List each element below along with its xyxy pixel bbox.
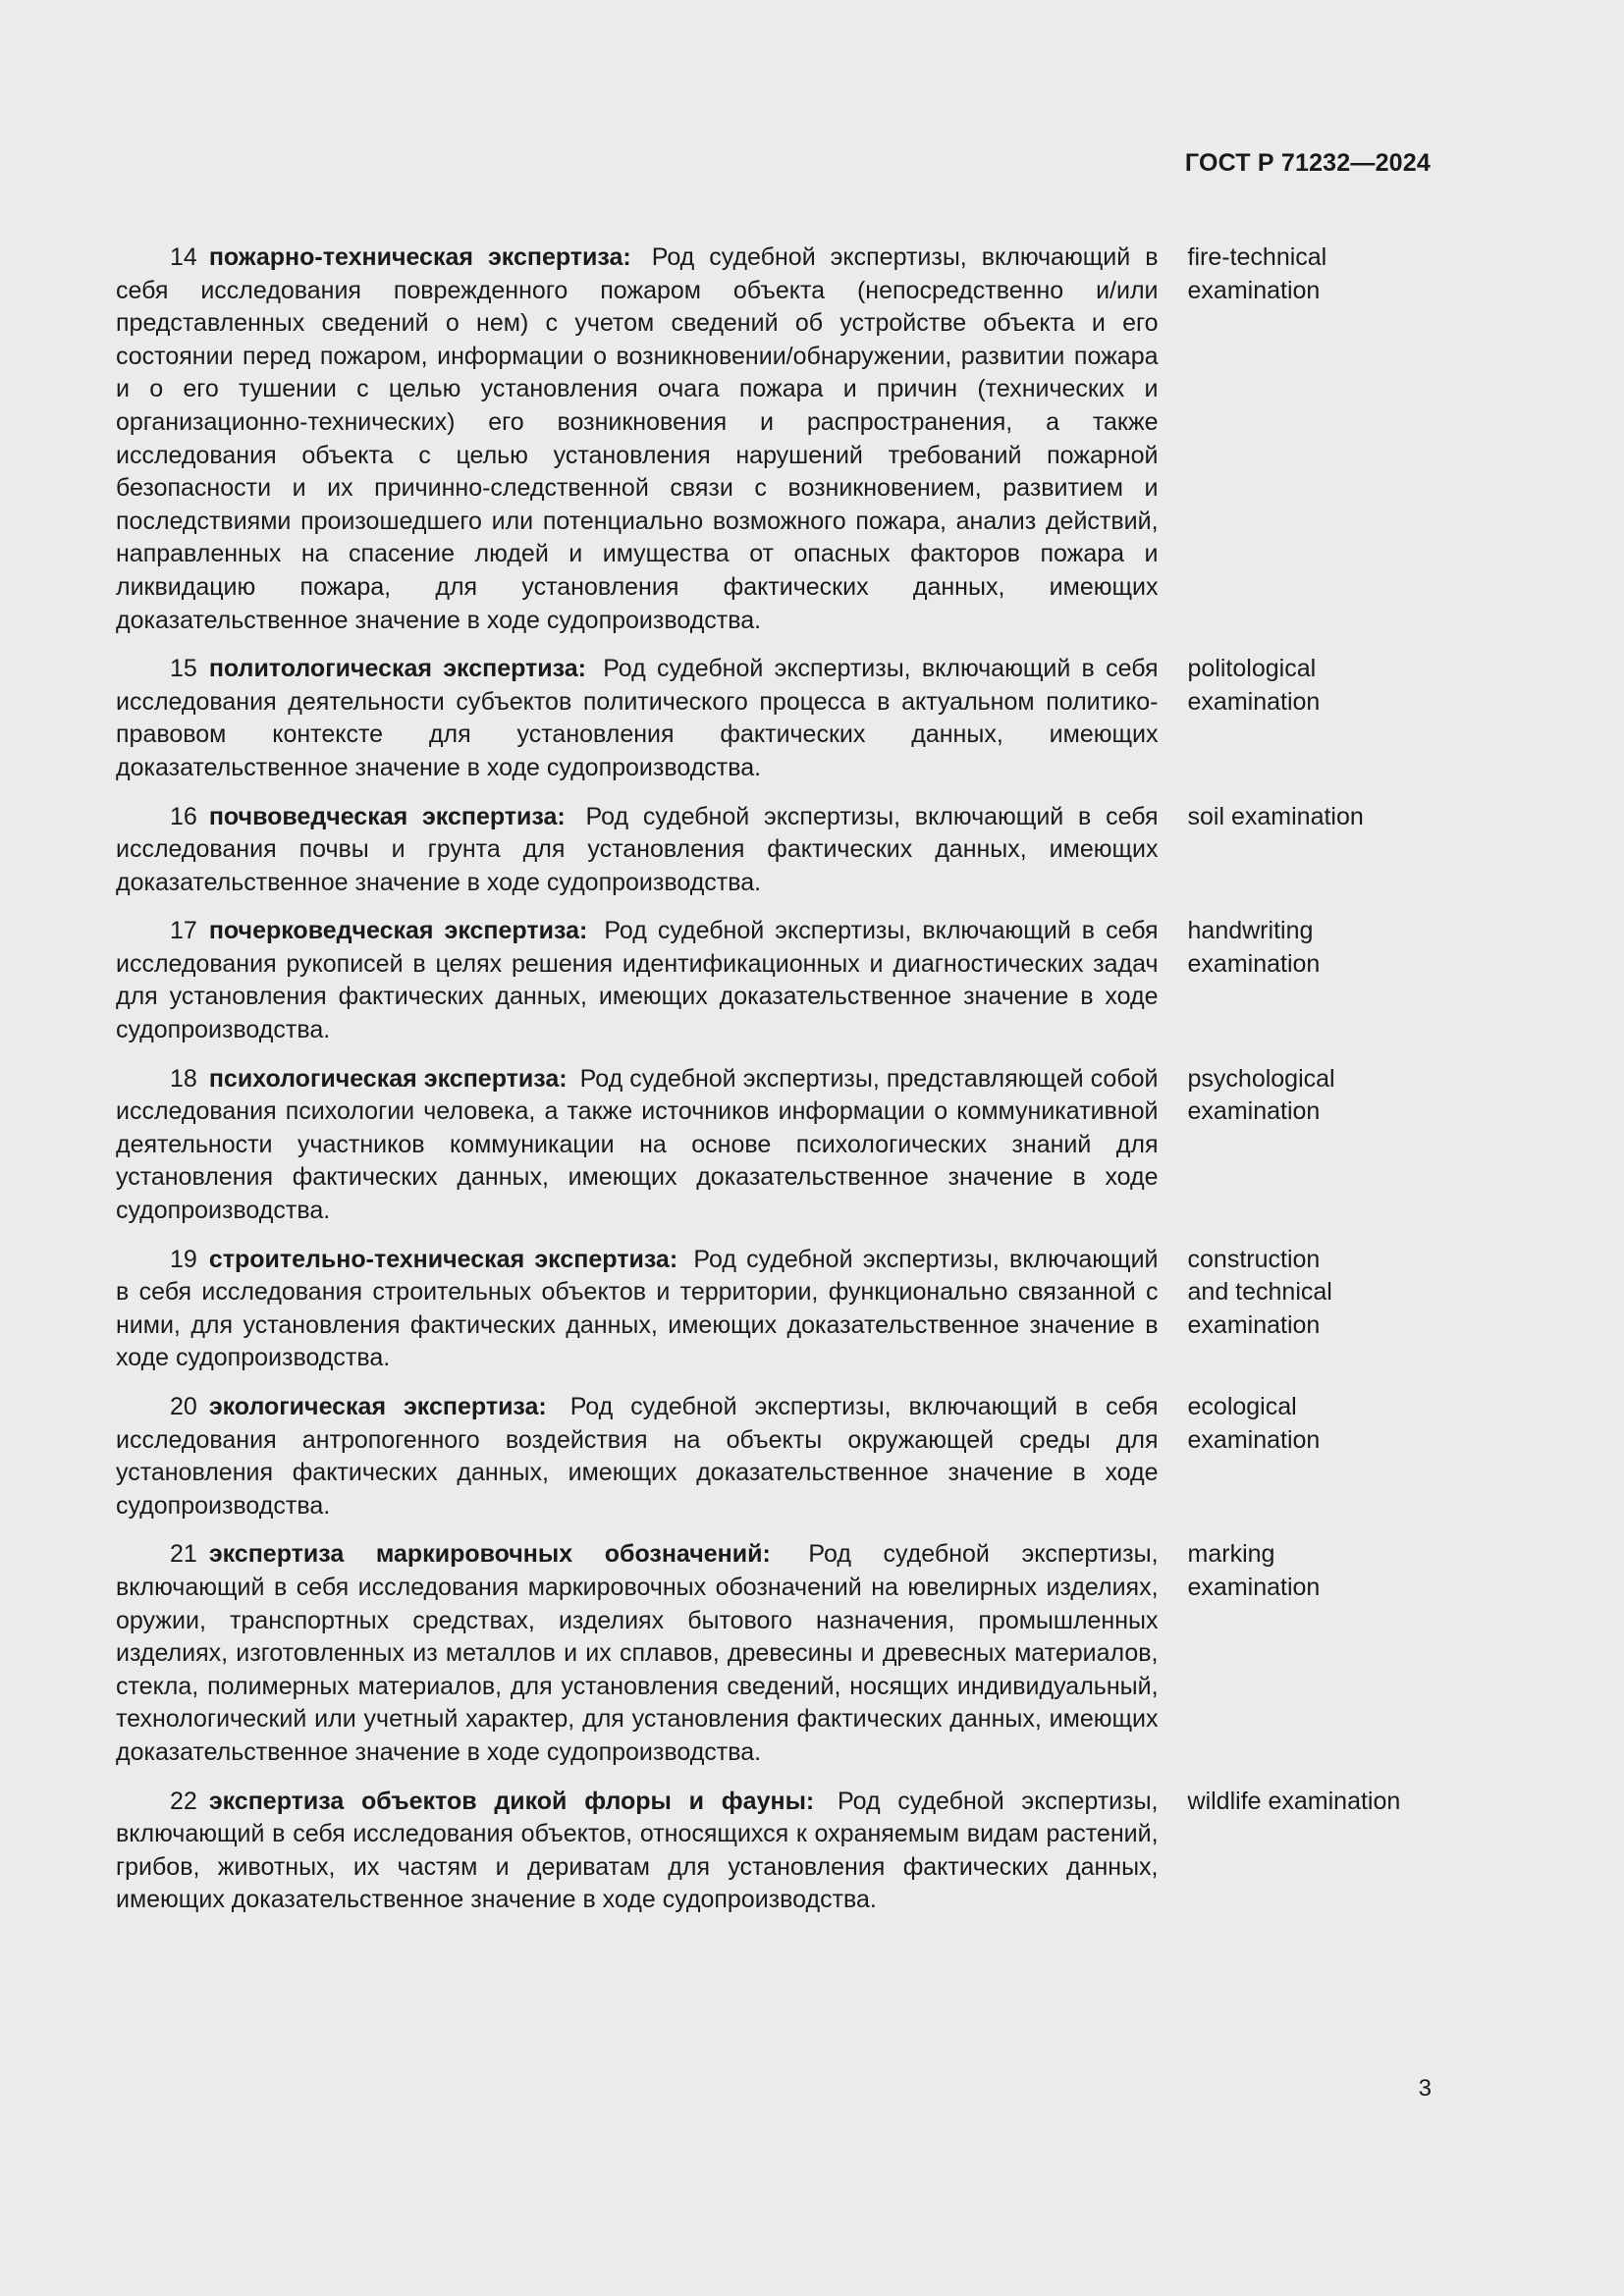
term-definition: Род судебной экспертизы, включающий в себя исследования рукописей в целях решения идентификационных и диагностических задач для установления фактических данных, имеющих доказательственное значение в ходе судопроизводства. [116, 917, 1159, 1044]
term-entry-15 [116, 653, 1432, 784]
term-definition-block [116, 1538, 1159, 1769]
term-name: почерковедческая экспертиза: [208, 917, 588, 945]
term-number: 21 [170, 1540, 197, 1569]
term-definition-block [116, 1786, 1159, 1917]
term-name: почвоведческая экспертиза: [208, 802, 566, 830]
term-number: 14 [170, 243, 197, 271]
term-number: 17 [170, 917, 197, 945]
term-definition: Род судебной экспертизы, представляющей собой исследования психологии человека, а также источников информации о коммуникативной деятельности участников коммуникации на основе психологических знаний для установления фактических данных, имеющих доказательственное значение в ходе судопроизводства. [116, 1064, 1159, 1225]
term-name: экспертиза маркировочных обозначений: [208, 1540, 771, 1569]
term-english-equivalent: construction and technical examination [1187, 1245, 1332, 1339]
term-english-equivalent: soil examination [1187, 802, 1364, 830]
term-definition-block [116, 241, 1159, 637]
term-definition: Род судебной экспертизы, включающий в себя исследования деятельности субъектов политического процесса в актуальном политико-правовом контексте для установления фактических данных, имеющих доказательственное значение в ходе судопроизводства. [116, 655, 1159, 781]
term-number: 22 [170, 1787, 197, 1815]
term-name: пожарно-техническая экспертиза: [208, 243, 631, 271]
term-number: 16 [170, 802, 197, 830]
term-definition-block [116, 1063, 1159, 1228]
term-entry-14 [116, 241, 1432, 637]
term-number: 15 [170, 655, 197, 683]
term-name: политологическая экспертиза: [208, 655, 586, 683]
term-definition-block [116, 915, 1159, 1046]
page-number: 3 [1418, 2075, 1432, 2102]
term-name: экологическая экспертиза: [208, 1393, 547, 1420]
term-name: строительно-техническая экспертиза: [208, 1245, 678, 1273]
term-definition: Род судебной экспертизы, включающий в себя исследования объектов, относящихся к охраняемым видам растений, грибов, животных, их частям и дериватам для установления фактических данных, имеющих доказательственное значение в ходе судопроизводства. [116, 1787, 1159, 1914]
term-entry-16 [116, 801, 1432, 900]
term-entry-19 [116, 1244, 1432, 1375]
term-number: 19 [170, 1245, 197, 1273]
term-definition: Род судебной экспертизы, включающий в себя исследования поврежденного пожаром объекта (непосредственно и/или представленных сведений о нем) с учетом сведений об устройстве объекта и его состоянии перед пожаром, информации о возникновении/обнаружении, развитии пожара и о его тушении с целью установления очага пожара и причин (технических и организационно-технических) его возникновения и распространения, а также исследования объекта с целью установления нарушений требований пожарной безопасности и их причинно-следственной связи с возникновением, развитием и последствиями произошедшего или потенциально возможного пожара, анализ действий, направленных на спасение людей и имущества от опасных факторов пожара и ликвидацию пожара, для установления фактических данных, имеющих доказательственное значение в ходе судопроизводства. [116, 243, 1159, 634]
term-english-equivalent: ecological examination [1187, 1393, 1321, 1454]
term-number: 18 [170, 1064, 197, 1093]
term-name: экспертиза объектов дикой флоры и фауны: [208, 1787, 815, 1815]
term-number: 20 [170, 1393, 197, 1420]
term-definition: Род судебной экспертизы, включающий в себя исследования строительных объектов и территории, функционально связанной с ними, для установления фактических данных, имеющих доказательственное значение в ходе судопроизводства. [116, 1245, 1159, 1372]
term-english-equivalent: psychological examination [1187, 1064, 1335, 1126]
term-english-equivalent: wildlife examination [1187, 1787, 1401, 1815]
term-name: психологическая экспертиза: [208, 1064, 568, 1093]
term-entry-17 [116, 915, 1432, 1046]
term-definition: Род судебной экспертизы, включающий в себя исследования антропогенного воздействия на объекты окружающей среды для установления фактических данных, имеющих доказательственное значение в ходе судопроизводства. [116, 1393, 1159, 1520]
term-definition-block [116, 1391, 1159, 1522]
term-entry-21 [116, 1538, 1432, 1769]
term-definition: Род судебной экспертизы, включающий в себя исследования почвы и грунта для установления фактических данных, имеющих доказательственное значение в ходе судопроизводства. [116, 802, 1159, 896]
document-standard-number: ГОСТ Р 71232—2024 [1184, 149, 1431, 177]
term-definition-block [116, 653, 1159, 784]
term-entry-20 [116, 1391, 1432, 1522]
term-english-equivalent: handwriting examination [1187, 917, 1321, 978]
term-definition-block [116, 801, 1159, 900]
term-definition: Род судебной экспертизы, включающий в себя исследования маркировочных обозначений на ювелирных изделиях, оружии, транспортных средствах, изделиях бытового назначения, промышленных изделиях, изготовленных из металлов и их сплавов, древесины и древесных материалов, стекла, полимерных материалов, для установления сведений, носящих индивидуальный, технологический или учетный характер, для установления фактических данных, имеющих доказательственное значение в ходе судопроизводства. [116, 1540, 1159, 1766]
term-entry-22 [116, 1786, 1432, 1917]
term-definition-block [116, 1244, 1159, 1375]
term-english-equivalent: politological examination [1187, 655, 1321, 716]
terms-list [116, 241, 1432, 1933]
term-entry-18 [116, 1063, 1432, 1228]
term-english-equivalent: marking examination [1187, 1540, 1321, 1601]
term-english-equivalent: fire-technical examination [1187, 243, 1327, 304]
